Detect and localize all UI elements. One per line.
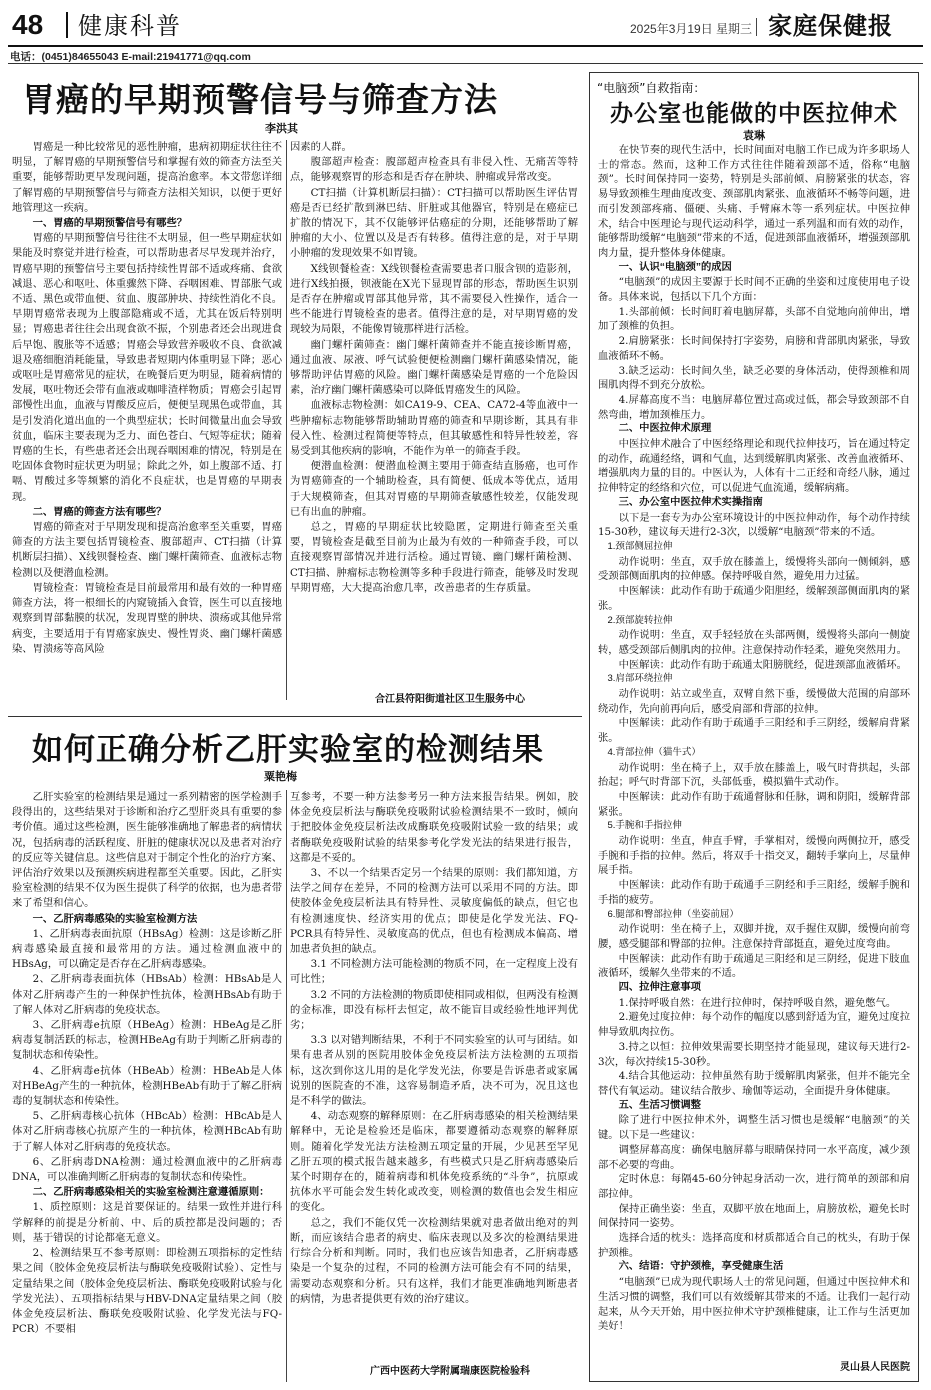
paragraph: 胃癌的早期预警信号往往不太明显，但一些早期症状如果能及时察觉并进行检查，可以帮助患者尽早发现并治疗，胃癌早期的预警信号主要包括持续性胃部不适或疼痛、食欲减退、恶心和呕吐、体重骤然下降、吞咽困难、胃部胀气或不适、黑色或带血便、贫血、腹部肿块、持续性消化不良。早期胃癌常表现为上腹部隐痛或不适，尤其在饭后特别明显；胃癌患者往往会出现食欲不振，个别患者还会出现进食后早饱、腹胀等不适感；胃癌会导致营养吸收不良、食欲减退及癌细胞消耗能量，导致患者短期内体重明显下降；恶心或呕吐是胃癌常见的症状，在晚餐后更为明显，随着病情的发展，呕吐物还会带有血液或咖啡渣样物质；胃癌会引起胃部慢性出血，血液与胃酸反应后，便便呈现黑色或带血，其是引发消化道出血的一个典型症状；长时间微量出血会导致贫血，临床主要表现为乏力、面色苍白、气短等症状；随着胃癌的生长，有些患者还会出现吞咽困难的情况，特别是在吃固体食物时症状更为明显；除此之外，如上腹部不适、打嗝、胃酸过多等频繁的消化不良症状，也是胃癌的早期表现。 (12, 232, 282, 503)
paragraph: 胃癌的筛查对于早期发现和提高治愈率至关重要，胃癌筛查的方法主要包括胃镜检查、腹部超声、CT扫描（计算机断层扫描）、X线钡餐检查、幽门螺杆菌筛查、血液标志物检测以及便潜血检测。 (12, 521, 282, 579)
article1-author: 李洪其 (265, 123, 298, 135)
sidebar-article (589, 72, 919, 1382)
paragraph: CT扫描（计算机断层扫描）：CT扫描可以帮助医生评估胃癌是否已经扩散到淋巴结、肝脏或其他器官，特别是在癌症已扩散的情况下，其不仅能够评估癌症的分期，还能够帮助了解肿瘤的大小、位置以及是否有转移。值得注意的是，对于早期小肿瘤的发现效果不如胃镜。 (290, 186, 578, 260)
paragraph: 血液标志物检测：如CA19-9、CEA、CA72-4等血液中一些肿瘤标志物能够帮助辅助胃癌的筛查和早期诊断，其具有非侵入性、检测过程简便等特点，但其敏感性和特异性较差，容易受到其他疾病的影响，不能作为单一的筛查手段。 (290, 399, 578, 458)
subsection-heading: 1.颈部侧屈拉伸 (607, 540, 673, 552)
section-heading: 四、拉伸注意事项 (618, 982, 701, 994)
paragraph: 中医解读：此动作有助于疏通少阳胆经，缓解颈部侧面肌肉的紧张。 (598, 585, 910, 612)
page-number: 48 (12, 9, 44, 40)
paragraph: 3、不以一个结果否定另一个结果的原则：我们都知道，方法学之间存在差异，不同的检测方法可以采用不同的方法。即使胶体金免疫层析法具有特异性、灵敏度偏低的缺点，但它也有检测速度快、经济实用的优点；即使是化学发光法、FQ-PCR具有特异性、灵敏度高的优点，但也有检测成本偏高、增加患者负担的缺点。 (290, 867, 578, 956)
section-heading: 六、结语：守护颈椎，享受健康生活 (618, 1261, 784, 1273)
section-heading: 二、中医拉伸术原理 (618, 423, 712, 435)
paragraph: 动作说明：坐在椅子上，双手放在膝盖上，吸气时背拱起，头部抬起；呼气时背部下沉，头部低垂，模拟猫牛式动作。 (598, 761, 910, 789)
paragraph: 4、动态观察的解释原则：在乙肝病毒感染的相关检测结果解释中，无论是检验还是临床，都要遵循动态观察的解释原则。随着化学发光法方法检测五项定量的开展，少见甚至罕见乙肝五项的模式报告越来越多，有些模式只是乙肝病毒感染后某个时期存在的，随着病毒和机体免疫系统的“斗争”，抗原或抗体水平可能会发生转化或改变，则检测的数值也会发生相应的变化。 (290, 1110, 578, 1214)
subsection-heading: 3.肩部环绕拉伸 (607, 673, 673, 685)
paragraph: 3.持之以恒：拉伸效果需要长期坚持才能显现，建议每天进行2-3次，每次持续15-30秒。 (598, 1040, 910, 1068)
paragraph: 腹部超声检查：腹部超声检查具有非侵入性、无痛苦等特点，能够观察胃的形态和是否存在肿块、肿瘤或异常改变。 (290, 156, 578, 184)
paragraph: 4.屏幕高度不当：电脑屏幕位置过高或过低，都会导致颈部不自然弯曲，增加颈椎压力。 (598, 393, 910, 421)
paragraph: 胃镜检查：胃镜检查是目前最常用和最有效的一种胃癌筛查方法，将一根细长的内窥镜插入食管，医生可以直接地观察到胃部黏膜的状况，发现胃壁的肿块、溃疡或其他异常病变，主要适用于有胃癌家族史、慢性胃炎、幽门螺杆菌感染、胃溃疡等高风险 (12, 581, 282, 655)
paragraph: 1.头部前倾：长时间盯着电脑屏幕，头部不自觉地向前伸出，增加了颈椎的负担。 (598, 305, 910, 333)
paragraph: 动作说明：坐直，双手放在膝盖上，缓慢将头部向一侧倾斜，感受颈部侧面肌肉的拉伸感。保持呼吸自然，避免用力过猛。 (598, 555, 910, 583)
paragraph: 中医解读：此动作有助于疏通手三阳经和手三阴经，缓解肩背紧张。 (598, 717, 910, 745)
paragraph: 5、乙肝病毒核心抗体（HBcAb）检测：HBcAb是人体对乙肝病毒核心抗原产生的一种抗体，检测HBcAb有助于了解人体对乙肝病毒的免疫状态。 (12, 1110, 282, 1153)
contact-line: 电话：(0451)84655043 E-mail:21941771@qq.com (10, 51, 251, 63)
paragraph: 中医拉伸术融合了中医经络理论和现代拉伸技巧，旨在通过特定的动作，疏通经络，调和气血，达到缓解肌肉紧张、改善血液循环、增强肌肉力量的目的。中医认为，人体有十二正经和奇经八脉，通过拉伸特定的经络和穴位，可以促进气血流通，缓解病痛。 (598, 438, 910, 495)
paragraph: 胃癌是一种比较常见的恶性肿瘤，患病初期症状往往不明显，了解胃癌的早期预警信号和掌握有效的筛查方法至关重要，能够帮助更早发现问题，提高治愈率。本文带您详细了解胃癌的早期预警信号与筛查方法相关知识，以便于更好地管理这一疾病。 (12, 141, 282, 214)
paragraph: 2、乙肝病毒表面抗体（HBsAb）检测：HBsAb是人体对乙肝病毒产生的一种保护性抗体，检测HBsAb有助于了解人体对乙肝病毒的免疫状态。 (12, 973, 282, 1016)
article2-author: 粟艳梅 (264, 771, 297, 783)
article2-title: 如何正确分析乙肝实验室的检测结果 (32, 732, 544, 768)
section-heading: 一、胃癌的早期预警信号有哪些？ (32, 218, 188, 230)
paragraph: 定时休息：每隔45-60分钟起身活动一次，进行简单的颈部和肩部拉伸。 (598, 1173, 910, 1200)
masthead (8, 6, 923, 44)
paragraph: 3.1 不同检测方法可能检测的物质不同，在一定程度上没有可比性； (290, 958, 578, 986)
paragraph: 便潜血检测：便潜血检测主要用于筛查结直肠癌，也可作为胃癌筛查的一个辅助检查，具有简便、低成本等优点，适用于大规模筛查，但其对胃癌的早期筛查敏感性较差，仅能发现已有出血的肿瘤。 (290, 460, 578, 518)
article1-source: 合江县符阳街道社区卫生服务中心 (375, 694, 525, 705)
article1-column-2 (290, 140, 578, 700)
paragraph: 以下是一套专为办公室环境设计的中医拉伸动作，每个动作持续15-30秒，建议每天进行2-3次，以缓解“电脑颈”带来的不适。 (598, 511, 910, 539)
paragraph: 幽门螺杆菌筛查：幽门螺杆菌筛查并不能直接诊断胃癌，通过血液、尿液、呼气试验便便检测幽门螺杆菌感染情况，能够帮助评估胃癌的风险。幽门螺杆菌感染是胃癌的一个危险因素，治疗幽门螺杆菌感染可以降低胃癌发生的风险。 (290, 338, 578, 397)
sidebar-title: 办公室也能做的中医拉伸术 (610, 100, 898, 127)
contact-rule (8, 63, 923, 64)
paragraph: 动作说明：站立或坐直，双臂自然下垂，缓慢做大范围的肩部环绕动作，先向前再向后，感受肩部和背部的拉伸。 (598, 688, 910, 715)
sidebar-body (598, 143, 910, 1343)
masthead-divider (66, 12, 68, 38)
section-heading: 二、胃癌的筛查方法有哪些？ (32, 506, 167, 518)
article1-title: 胃癌的早期预警信号与筛查方法 (22, 80, 498, 119)
paragraph: 中医解读：此动作有助于疏通太阳膀胱经，促进颈部血液循环。 (618, 658, 907, 671)
paragraph: 1、乙肝病毒表面抗原（HBsAg）检测：这是诊断乙肝病毒感染最直接和最常用的方法。通过检测血液中的HBsAg，可以确定是否存在乙肝病毒感染。 (12, 927, 282, 971)
section-heading: 五、生活习惯调整 (618, 1099, 701, 1111)
paragraph: “电脑颈”的成因主要源于长时间不正确的坐姿和过度使用电子设备。具体来说，包括以下几个方面： (598, 276, 910, 304)
subsection-heading: 5.手腕和手指拉伸 (607, 820, 682, 832)
paragraph: 乙肝实验室的检测结果是通过一系列精密的医学检测手段得出的，这些结果对于诊断和治疗乙型肝炎具有重要的参考价值。通过这些检测，医生能够准确地了解患者的病情状况，包括病毒的活跃程度、肝脏的健康状况以及患者对治疗的反应等关键信息。这些信息对于制定个性化的治疗方案、评估治疗效果以及预测疾病进程都至关重要。因此，乙肝实验室检测的结果不仅为医生提供了科学的依据，也为患者带来了希望和信心。 (12, 791, 282, 910)
paragraph: X线钡餐检查：X线钡餐检查需要患者口服含钡的造影剂，进行X线拍摄，钡液能在X光下显现胃部的形态，帮助医生识别是否存在肿瘤或胃部其他异常，其不需要侵入性操作，适合一些不能进行胃镜检查的患者。值得注意的是，对早期胃癌的发现较为局限，不能像胃镜那样进行活检。 (290, 262, 578, 336)
paragraph: 因素的人群。 (290, 141, 352, 153)
paragraph: 动作说明：坐直，双手轻轻放在头部两侧，缓慢将头部向一侧旋转，感受颈部后侧肌肉的拉伸。注意保持动作轻柔，避免突然用力。 (598, 629, 910, 656)
paragraph: 保持正确坐姿：坐直，双脚平放在地面上，肩膀放松，避免长时间保持同一姿势。 (598, 1202, 910, 1230)
paragraph: 2.肩膀紧张：长时间保持打字姿势，肩膀和背部肌肉紧张，导致血液循环不畅。 (598, 335, 910, 362)
paragraph: 2、检测结果互不参考原则：即检测五项指标的定性结果之间（胶体金免疫层析法与酶联免疫吸附试验）、定性与定量结果之间（胶体金免疫层析法、酶联免疫吸附试验与化学发光法）、五项指标结果与HBV-DNA定量结果之间（胶体金免疫层析法、酶联免疫吸附试验、化学发光法与FQ-PCR）不要相 (12, 1247, 282, 1336)
paragraph: 4、乙肝病毒e抗体（HBeAb）检测：HBeAb是人体对HBeAg产生的一种抗体，检测HBeAb有助于了解乙肝病毒的复制状态和传染性。 (12, 1064, 282, 1108)
paragraph: 6、乙肝病毒DNA检测：通过检测血液中的乙肝病毒DNA，可以准确判断乙肝病毒的复制状态和传染性。 (12, 1155, 282, 1184)
section-heading: 三、办公室中医拉伸术实操指南 (618, 496, 763, 508)
paragraph: 动作说明：坐在椅子上，双脚并拢，双手握住双脚，缓慢向前弯腰，感受腿部和臀部的拉伸。注意保持背部挺直，避免过度弯曲。 (598, 923, 910, 950)
paragraph: 动作说明：坐直，伸直手臂，手掌相对，缓慢向两侧拉开，感受手腕和手指的拉伸。然后，将双手十指交叉，翻转手掌向上，尽量伸展手指。 (598, 835, 910, 877)
paragraph: 3.缺乏运动：长时间久坐，缺乏必要的身体活动，使得颈椎和周围肌肉得不到充分放松。 (598, 364, 910, 392)
section-name: 健康科普 (78, 12, 182, 40)
paragraph: 在快节奏的现代生活中，长时间面对电脑工作已成为许多职场人士的常态。然而，这种工作方式往往伴随着颈部不适，俗称“电脑颈”。长时间保持同一姿势，特别是头部前倾、肩膀紧张的状态，容易导致颈椎生理曲度改变、颈部肌肉紧张、血液循环不畅等问题，进而引发颈部疼痛、僵硬、头痛、手臂麻木等一系列症状。中医拉伸术，结合中医理论与现代运动科学，通过一系列温和而有效的动作，能够帮助缓解“电脑颈”带来的不适，促进颈部血液循环，增强颈部肌肉力量，提升整体身体健康。 (598, 144, 910, 259)
paragraph: “电脑颈”已成为现代职场人士的常见问题，但通过中医拉伸术和生活习惯的调整，我们可以有效缓解其带来的不适。让我们一起行动起来，从今天开始，用中医拉伸术守护颈椎健康，让工作与生活更加美好！ (598, 1276, 910, 1333)
paragraph: 选择合适的枕头：选择高度和材质都适合自己的枕头，有助于保护颈椎。 (598, 1232, 910, 1259)
date-divider (756, 18, 757, 36)
section-heading: 一、认识“电脑颈”的成因 (618, 261, 732, 273)
paragraph: 3、乙肝病毒e抗原（HBeAg）检测：HBeAg是乙肝病毒复制活跃的标志，检测HBeAg有助于判断乙肝病毒的复制状态和传染性。 (12, 1019, 282, 1062)
subsection-heading: 4.背部拉伸（猫牛式） (607, 746, 701, 758)
paragraph: 4.结合其他运动：拉伸虽然有助于缓解肌肉紧张，但并不能完全替代有氧运动。建议结合散步、瑜伽等运动，全面提升身体健康。 (598, 1070, 910, 1097)
masthead-rule (8, 45, 923, 47)
article2-source: 广西中医药大学附属瑞康医院检验科 (370, 1366, 530, 1377)
subsection-heading: 2.颈部旋转拉伸 (607, 614, 673, 626)
paragraph: 调整屏幕高度：确保电脑屏幕与眼睛保持同一水平高度，减少颈部不必要的弯曲。 (598, 1143, 910, 1171)
paragraph: 互参考，不要一种方法参考另一种方法来报告结果。例如，胶体金免疫层析法与酶联免疫吸附试验检测结果不一致时，倾向于把胶体金免疫层析法改成酶联免疫吸附试验一致的结果；或者酶联免疫吸附试验的结果参考化学发光法的结果进行报告，这都是不妥的。 (290, 791, 578, 864)
sidebar-kicker: “电脑颈”自救指南： (597, 81, 706, 95)
paragraph: 中医解读：此动作有助于疏通督脉和任脉，调和阴阳，缓解背部紧张。 (598, 790, 910, 818)
article2-column-2 (290, 790, 578, 1358)
paragraph: 1.保持呼吸自然：在进行拉伸时，保持呼吸自然，避免憋气。 (618, 996, 897, 1009)
issue-date: 2025年3月19日 星期三 (630, 22, 753, 36)
article1-column-1 (12, 140, 282, 655)
subsection-heading: 6.腿部和臀部拉伸（坐姿前屈） (607, 908, 739, 920)
paper-name: 家庭保健报 (768, 11, 893, 40)
paragraph: 总之，胃癌的早期症状比较隐匿，定期进行筛查至关重要，胃镜检查是截至目前为止最为有效的一种筛查手段，可以直接观察胃部情况并进行活检。通过胃镜、幽门螺杆菌检测、CT扫描、肿瘤标志物检测等多种手段进行筛查，能够及时发现早期胃癌，大大提高治愈几率，改善患者的生存质量。 (290, 521, 578, 594)
sidebar-author: 袁琳 (743, 130, 765, 142)
paragraph: 1、质控原则：这是首要保证的。结果一致性并进行科学解释的前提是分析前、中、后的质控都是没问题的；否则，基于错误的讨论都毫无意义。 (12, 1201, 282, 1244)
paragraph: 除了进行中医拉伸术外，调整生活习惯也是缓解“电脑颈”的关键。以下是一些建议： (598, 1114, 910, 1142)
paragraph: 总之，我们不能仅凭一次检测结果就对患者做出绝对的判断，而应该结合患者的病史、临床表现以及多次的检测结果进行综合分析和判断。同时，我们也应该告知患者，乙肝病毒感染是一个复杂的过程，不同的检测方法可能会有不同的结果，需要动态观察和分析。只有这样，我们才能更准确地判断患者的病情，为患者提供更有效的治疗建议。 (290, 1216, 578, 1305)
paragraph: 中医解读：此动作有助于疏通手三阴经和手三阳经，缓解手腕和手指的疲劳。 (598, 879, 910, 906)
article2-column-1 (12, 790, 282, 1382)
paragraph: 3.2 不同的方法检测的物质即使相同或相似，但两没有检测的金标准，即没有标杆去恒定，故不能盲目或经验性地评判优劣； (290, 988, 578, 1032)
sidebar-source: 灵山县人民医院 (840, 1362, 910, 1373)
section-heading: 一、乙肝病毒感染的实验室检测方法 (32, 913, 198, 925)
column-divider (286, 140, 287, 700)
paragraph: 2.避免过度拉伸：每个动作的幅度以感到舒适为宜，避免过度拉伸导致肌肉拉伤。 (598, 1011, 910, 1039)
paragraph: 3.3 以对错判断结果，不利于不同实验室的认可与团结。如果有患者从别的医院用胶体金免疫层析法方法检测的五项指标，这次到你这儿用的是化学发光法，你要是告诉患者或家属说别的医院查的不准，这容易制造矛盾，决不可为，况且这也是不科学的做法。 (290, 1034, 578, 1108)
column-divider (286, 790, 287, 1382)
article-divider (8, 716, 582, 717)
paragraph: 中医解读：此动作有助于疏通足三阳经和足三阴经，促进下肢血液循环，缓解久坐带来的不适。 (598, 952, 910, 980)
section-heading: 二、乙肝病毒感染相关的实验室检测注意遵循原则： (32, 1187, 270, 1199)
